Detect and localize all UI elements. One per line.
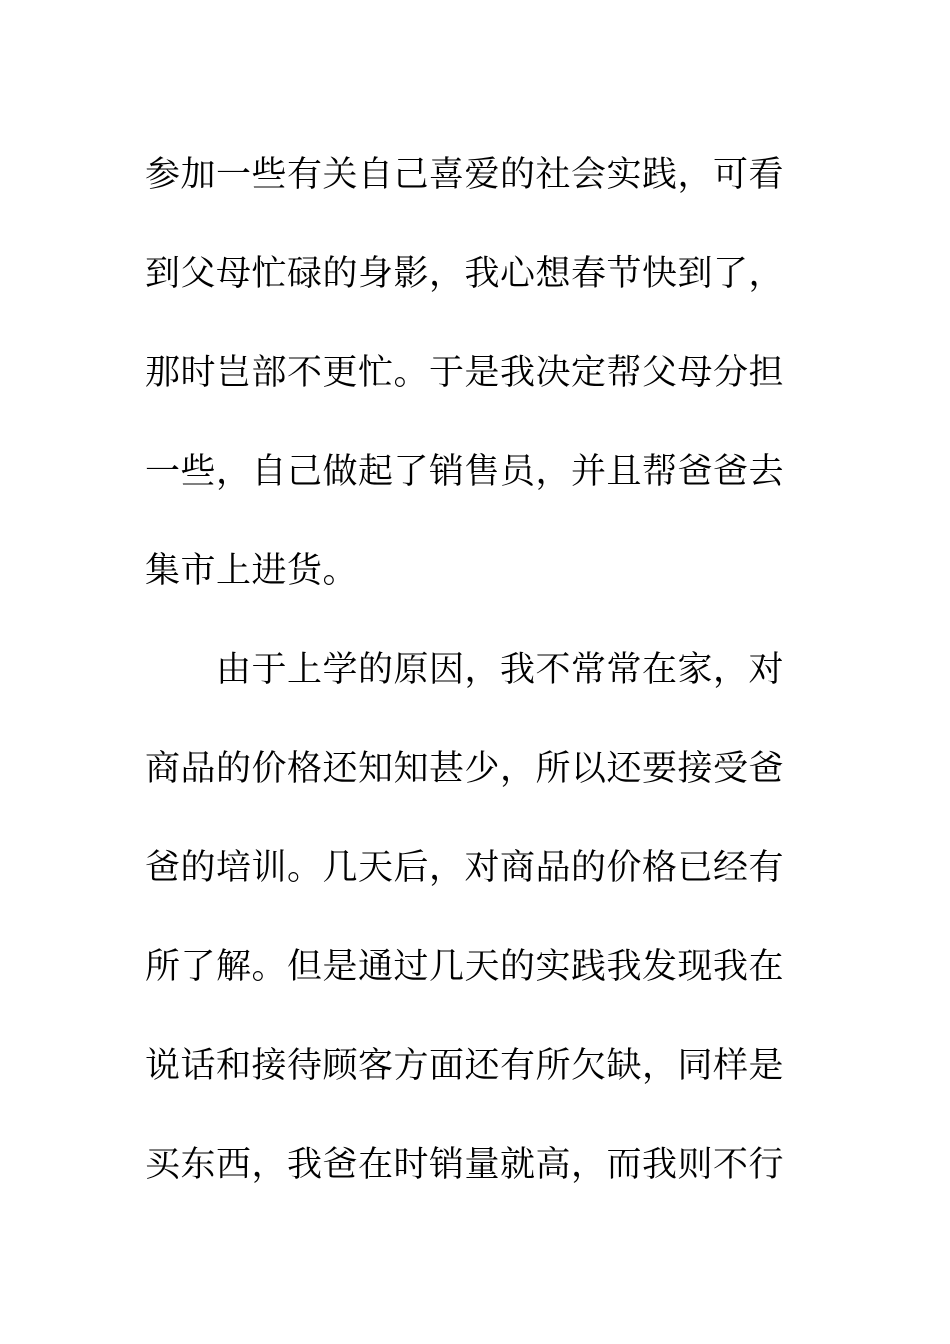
text-line: 说话和接待顾客方面还有所欠缺，同样是 — [145, 1046, 785, 1086]
text-line: 爸的培训。几天后，对商品的价格已经有 — [145, 848, 785, 888]
text-line: 集市上进货。 — [145, 551, 359, 591]
text-line: 商品的价格还知知甚少，所以还要接受爸 — [145, 749, 785, 789]
text-line: 买东西，我爸在时销量就高，而我则不行 — [145, 1145, 785, 1185]
text-line: 参加一些有关自己喜爱的社会实践，可看 — [145, 155, 785, 195]
text-line: 那时岂部不更忙。于是我决定帮父母分担 — [145, 353, 785, 393]
body-text — [145, 126, 785, 1215]
text-line: 到父母忙碌的身影，我心想春节快到了， — [145, 254, 785, 294]
text-line: 所了解。但是通过几天的实践我发现我在 — [145, 947, 785, 987]
paragraph-start-line: 由于上学的原因，我不常常在家，对 — [216, 650, 785, 690]
text-line: 一些，自己做起了销售员，并且帮爸爸去 — [145, 452, 785, 492]
